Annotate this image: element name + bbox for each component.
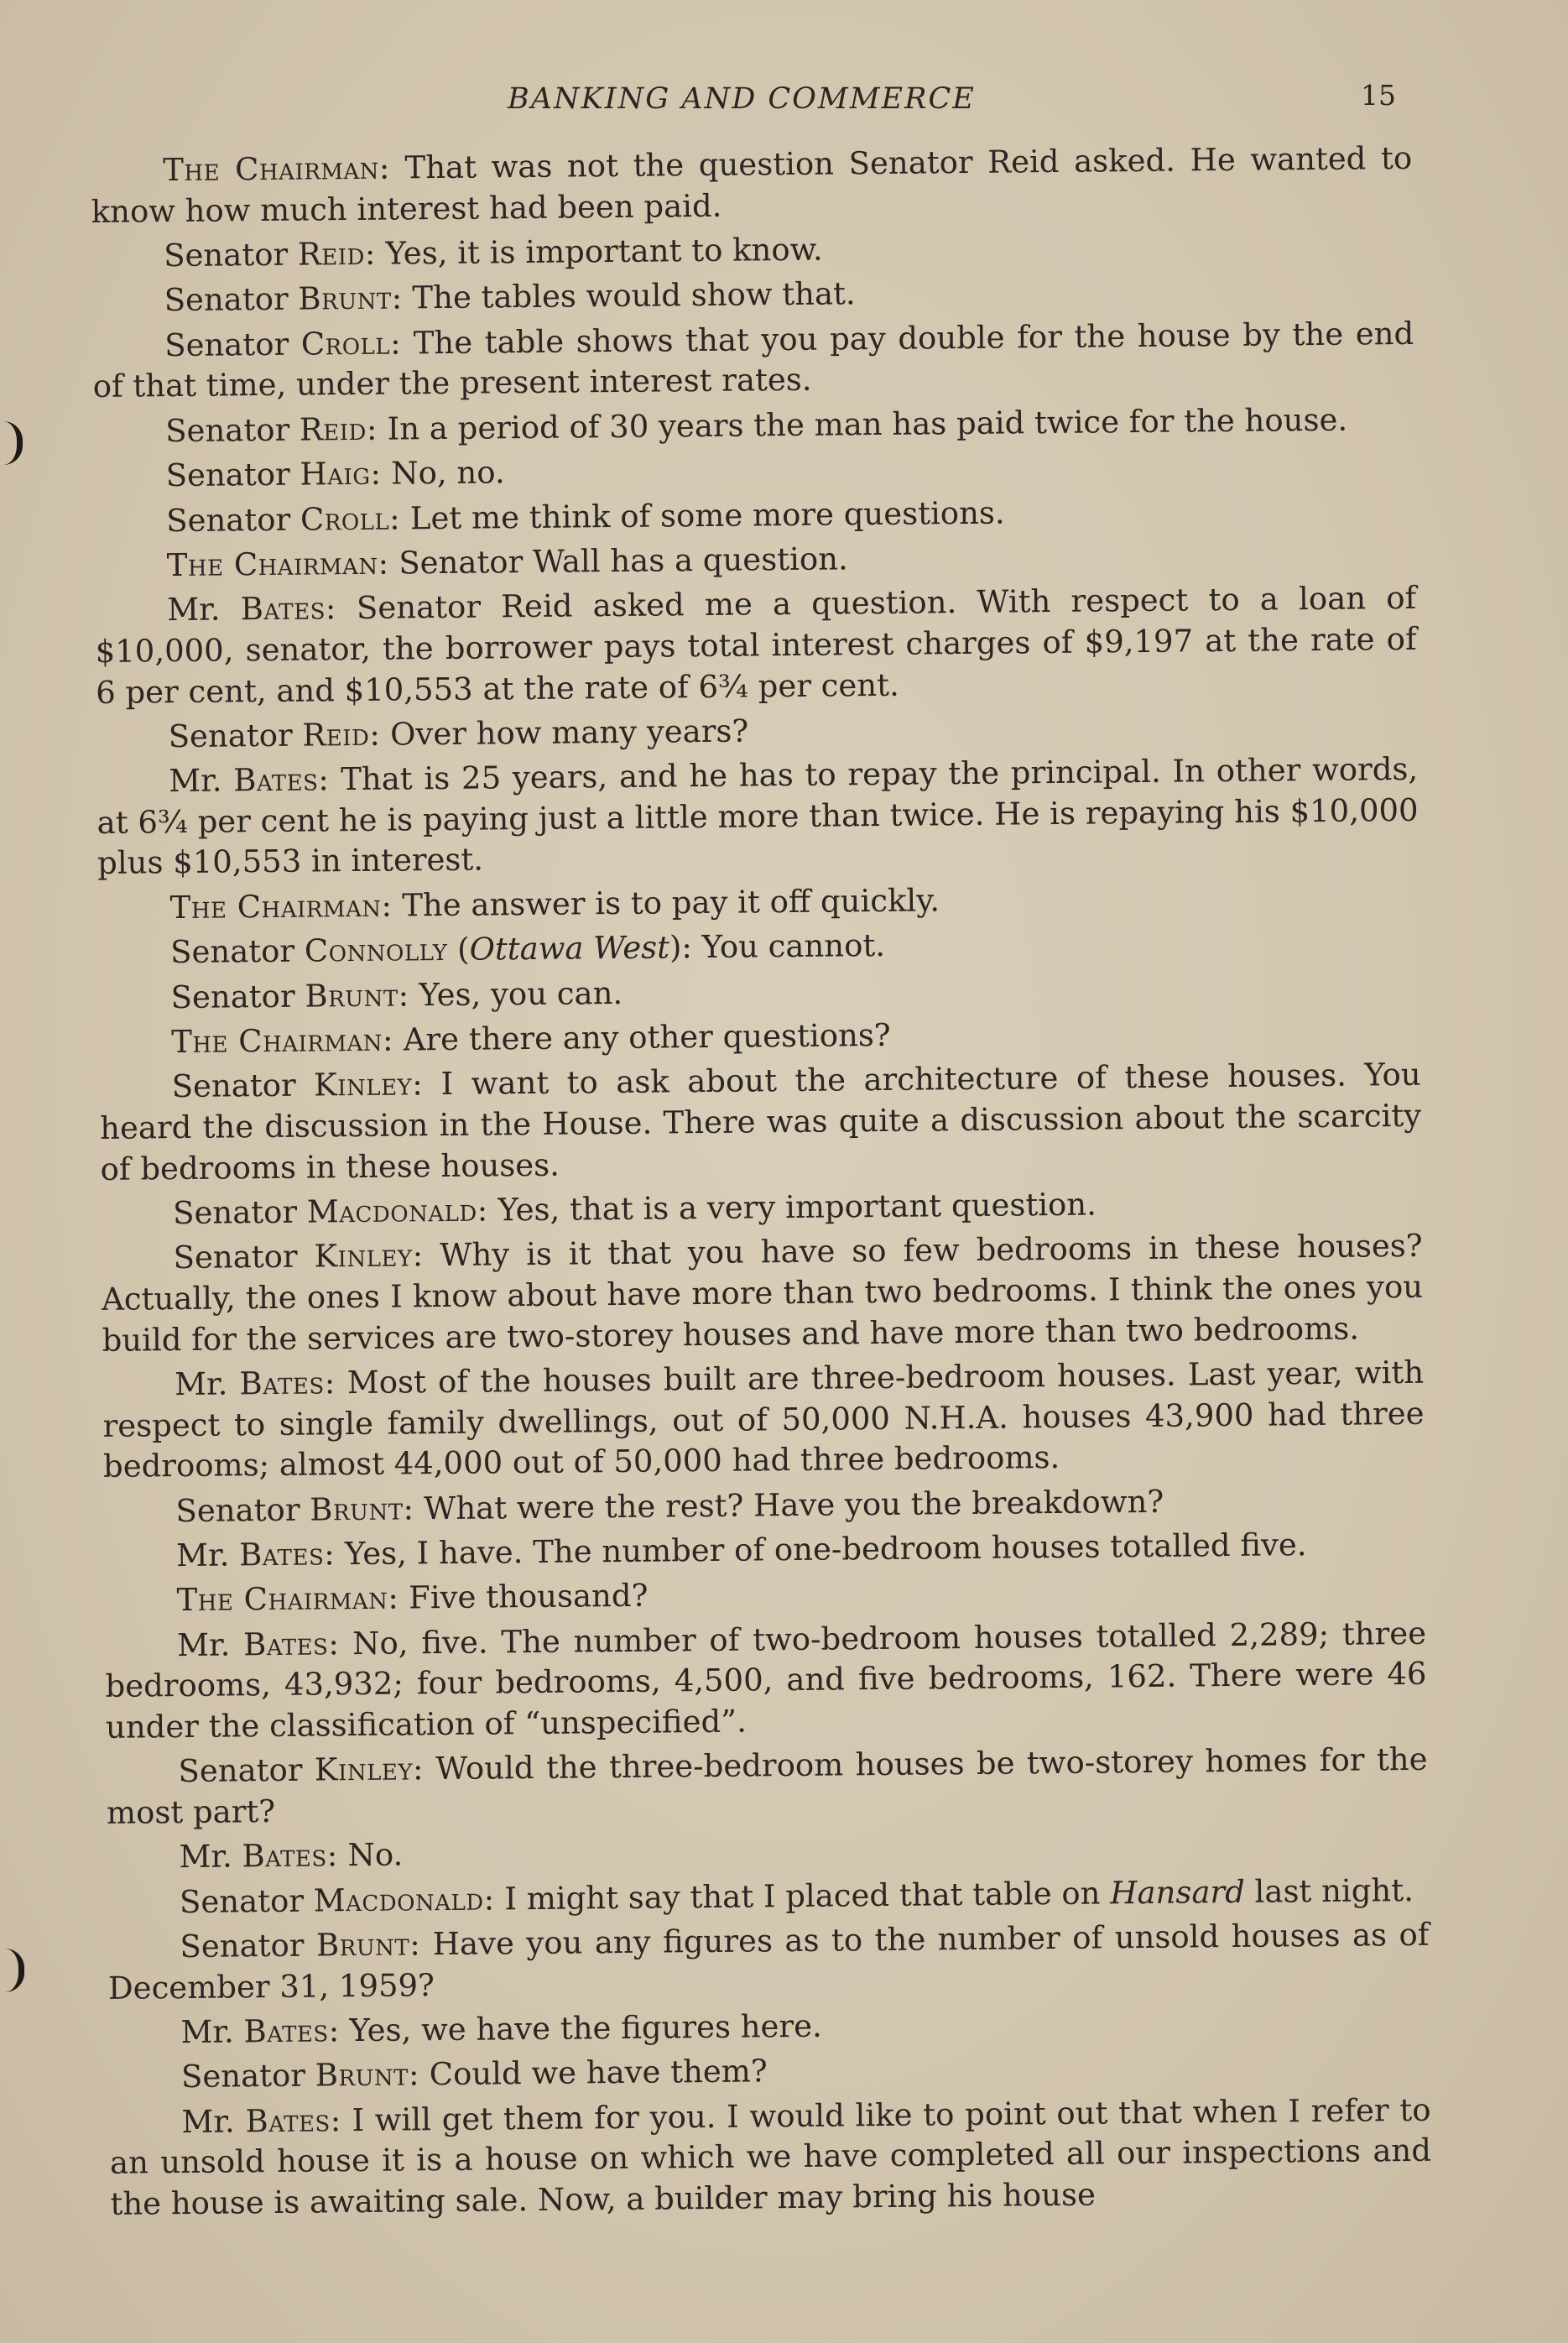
transcript-paragraph bbox=[96, 749, 1419, 884]
speaker-title: Senator bbox=[180, 2057, 315, 2095]
page-number: 15 bbox=[1361, 79, 1396, 112]
speaker-title: Mr. bbox=[169, 762, 234, 800]
transcript-paragraph bbox=[107, 1915, 1430, 2009]
transcript-paragraph bbox=[106, 1740, 1428, 1834]
transcript-paragraph bbox=[92, 314, 1414, 408]
speech-italic: Hansard bbox=[1110, 1873, 1246, 1912]
speaker-title: Senator bbox=[165, 456, 300, 494]
speaker-name: Kinley: bbox=[313, 1066, 424, 1104]
transcript-paragraph bbox=[105, 1614, 1427, 1749]
speaker-name: The Chairman: bbox=[169, 887, 393, 926]
speaker-title: Senator bbox=[171, 1067, 315, 1105]
speech-text: Are there any other questions? bbox=[393, 1016, 891, 1058]
speaker-name: Haig: bbox=[300, 455, 382, 493]
speaker-name: The Chairman: bbox=[166, 545, 389, 584]
speaker-title: Senator bbox=[180, 1927, 317, 1965]
binding-hole-mark bbox=[3, 421, 23, 465]
speaker-title: Senator bbox=[172, 1193, 308, 1232]
speech-text: Most of the houses built are three-bedroom houses. Last year, with respect to single family dwellings, out of 50,000 N.H.A. houses 43,900 had three bedrooms; almost 44,000 out of 50,000 had three bedrooms. bbox=[102, 1354, 1425, 1485]
speaker-title: Senator bbox=[178, 1751, 315, 1790]
speech-text: No, five. The number of two-bedroom houses totalled 2,289; three bedrooms, 43,932; four bedrooms, 4,500, and five bedrooms, 162. There were 46 under the classification of “unspecified”. bbox=[105, 1615, 1427, 1746]
speech-text: I want to ask about the architecture of these houses. You heard the discussion in the House. There was quite a discussion about the scarcity of bedrooms in these houses. bbox=[99, 1057, 1422, 1187]
transcript-paragraph bbox=[91, 224, 1413, 278]
page-header bbox=[0, 79, 1568, 124]
speaker-title: Mr. bbox=[181, 2103, 246, 2140]
speaker-title: Senator bbox=[175, 1491, 310, 1529]
speech-text: No, no. bbox=[381, 454, 505, 492]
speaker-name: Brunt: bbox=[305, 977, 409, 1015]
speech-text: I will get them for you. I would like to point out that when I refer to an unsold house it is a house on which we have completed all our inspections and the house is awaiting sale. Now, a builder may bring his house bbox=[109, 2091, 1432, 2222]
transcript-paragraph bbox=[95, 578, 1417, 713]
speaker-title: Senator bbox=[164, 326, 302, 363]
speaker-name: Brunt: bbox=[310, 1490, 414, 1528]
transcript-paragraph bbox=[96, 705, 1417, 759]
speaker-name: Macdonald: bbox=[306, 1192, 488, 1230]
transcript-paragraph bbox=[109, 2045, 1430, 2099]
transcript-paragraph bbox=[93, 444, 1414, 498]
speaker-name: Bates: bbox=[242, 1625, 340, 1663]
speech-text: Have you any figures as to the number of unsold houses as of December 31, 1959? bbox=[107, 1916, 1430, 2006]
speech-text: Over how many years? bbox=[380, 712, 749, 753]
speaker-name: Reid: bbox=[299, 410, 378, 448]
speaker-title: Mr. bbox=[179, 1838, 242, 1876]
speaker-name: Bates: bbox=[243, 2012, 340, 2050]
transcript-paragraph bbox=[97, 876, 1419, 930]
speaker-name: The Chairman: bbox=[176, 1579, 399, 1619]
speech-text: I might say that I placed that table on bbox=[494, 1875, 1111, 1918]
transcript-paragraph bbox=[91, 138, 1413, 232]
speaker-riding: Ottawa West bbox=[469, 929, 670, 968]
transcript-paragraph bbox=[101, 1226, 1423, 1361]
transcript-paragraph bbox=[109, 2090, 1431, 2226]
speaker-title: Senator bbox=[168, 717, 303, 755]
transcript-paragraph bbox=[93, 399, 1414, 453]
transcript-paragraph bbox=[107, 1825, 1428, 1879]
transcript-paragraph bbox=[98, 965, 1420, 1019]
transcript-paragraph bbox=[101, 1182, 1422, 1235]
transcript-paragraph bbox=[102, 1353, 1425, 1488]
speaker-name: Reid: bbox=[297, 235, 377, 273]
speaker-title: Senator bbox=[170, 978, 305, 1015]
transcript-paragraph bbox=[99, 1010, 1420, 1064]
speaker-name: Reid: bbox=[302, 716, 381, 754]
speaker-name: Brunt: bbox=[298, 279, 403, 318]
speech-text: The table shows that you pay double for the house by the end of that time, under the present interest rates. bbox=[92, 315, 1414, 405]
speaker-name: Bates: bbox=[242, 1837, 338, 1875]
speaker-name: Macdonald: bbox=[313, 1881, 495, 1919]
speaker-title: Mr. bbox=[176, 1626, 244, 1663]
speaker-name: Croll: bbox=[300, 325, 402, 363]
speech-text: Could we have them? bbox=[419, 2053, 768, 2093]
speaker-name: Bates: bbox=[233, 761, 330, 799]
speaker-name: Kinley: bbox=[314, 1751, 425, 1788]
speech-text: No. bbox=[337, 1836, 404, 1874]
transcript-body bbox=[91, 138, 1432, 2229]
speech-text: Yes, you can. bbox=[409, 974, 623, 1014]
speech-text: In a period of 30 years the man has paid twice for the house. bbox=[377, 401, 1348, 447]
speaker-name: Bates: bbox=[238, 1536, 336, 1573]
binding-hole-mark bbox=[5, 1949, 24, 1992]
speaker-title: Senator bbox=[166, 501, 301, 539]
speaker-name: Bates: bbox=[245, 2102, 341, 2140]
speaker-name: Bates: bbox=[239, 1365, 336, 1402]
speaker-name: The Chairman: bbox=[163, 149, 391, 189]
speaker-title: Senator bbox=[179, 1882, 314, 1920]
speaker-name: The Chairman: bbox=[170, 1021, 394, 1061]
speech-text: Yes, it is important to know. bbox=[375, 231, 823, 272]
speaker-title: Senator bbox=[173, 1238, 315, 1276]
speech-text: What were the rest? Have you the breakdown? bbox=[414, 1483, 1164, 1526]
transcript-paragraph bbox=[99, 1055, 1421, 1190]
speech-text: The answer is to pay it off quickly. bbox=[392, 882, 940, 924]
transcript-paragraph bbox=[107, 1870, 1429, 1923]
speech-text: Senator Reid asked me a question. With respect to a loan of $10,000, senator, the borrower pays total interest charges of $9,197 at the rate of 6 per cent, and $10,553 at the rate of 6¾ per cent. bbox=[95, 580, 1417, 711]
transcript-paragraph bbox=[95, 534, 1416, 587]
speaker-title: Mr. bbox=[174, 1365, 240, 1403]
speaker-name: Brunt: bbox=[315, 1926, 421, 1964]
speech-text: Senator Wall has a question. bbox=[388, 540, 848, 582]
transcript-paragraph bbox=[91, 269, 1413, 322]
speech-text: Yes, we have the figures here. bbox=[339, 2007, 822, 2049]
speaker-name: Connolly bbox=[304, 931, 448, 969]
speaker-title: Senator bbox=[163, 236, 299, 274]
speech-text: The tables would show that. bbox=[402, 275, 856, 316]
speaker-name: Bates: bbox=[240, 590, 337, 628]
transcript-paragraph bbox=[94, 488, 1415, 542]
speech-text: Yes, I have. The number of one-bedroom houses totalled five. bbox=[335, 1526, 1307, 1573]
speech-text: : You cannot. bbox=[681, 927, 886, 966]
speaker-title: Senator bbox=[164, 281, 299, 319]
transcript-paragraph bbox=[104, 1568, 1425, 1622]
speaker-name: Croll: bbox=[300, 500, 401, 538]
speech-text: Let me think of some more questions. bbox=[399, 494, 1005, 537]
transcript-paragraph bbox=[103, 1479, 1425, 1532]
speaker-title: Mr. bbox=[167, 591, 241, 629]
speech-text: Five thousand? bbox=[399, 1578, 649, 1616]
speech-text: Why is it that you have so few bedrooms in these houses? Actually, the ones I know about have more than two bedrooms. I think the ones you build for the services are two-storey houses and have more than two bedrooms. bbox=[101, 1228, 1424, 1359]
transcript-paragraph: Senator Connolly (Ottawa West): You cannot. bbox=[169, 927, 886, 971]
speaker-title: Mr. bbox=[175, 1537, 240, 1574]
speaker-name: Kinley: bbox=[314, 1237, 424, 1275]
speaker-title: Mr. bbox=[180, 2013, 244, 2051]
speaker-title: Senator bbox=[164, 411, 300, 449]
running-head: BANKING AND COMMERCE bbox=[508, 82, 976, 116]
speech-text: Would the three-bedroom houses be two-storey homes for the most part? bbox=[106, 1741, 1428, 1831]
speech-text: That was not the question Senator Reid asked. He wanted to know how much interest had been paid. bbox=[91, 139, 1413, 230]
speech-text: That is 25 years, and he has to repay the principal. In other words, at 6¾ per cent he is paying just a little more than twice. He is repaying his $10,000 plus $10,553 in interest. bbox=[96, 751, 1419, 882]
speaker-name: Brunt: bbox=[315, 2056, 420, 2094]
transcript-paragraph bbox=[104, 1524, 1425, 1578]
speech-text-tail: last night. bbox=[1244, 1871, 1414, 1910]
speaker-title: Senator bbox=[169, 932, 305, 971]
speech-text: Yes, that is a very important question. bbox=[487, 1186, 1097, 1229]
transcript-paragraph bbox=[108, 2001, 1430, 2054]
